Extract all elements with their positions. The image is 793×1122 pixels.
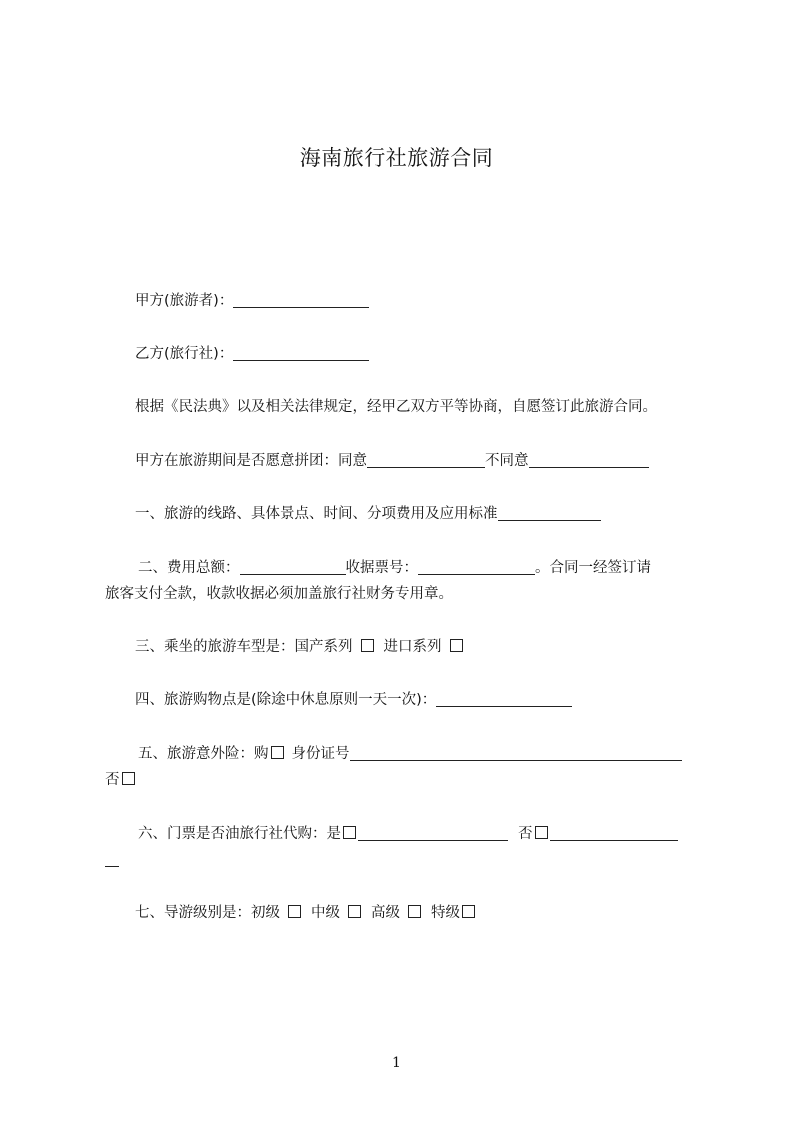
clause-4-blank[interactable] [436, 690, 572, 707]
party-b-line [105, 341, 735, 367]
insurance-no-checkbox[interactable] [122, 772, 135, 785]
guide-level-intermediate: 中级 [311, 905, 340, 921]
ticket-yes-checkbox[interactable] [343, 826, 356, 839]
receipt-number-blank[interactable] [418, 558, 535, 575]
ticket-no-blank[interactable] [550, 824, 678, 841]
group-disagree-blank[interactable] [529, 451, 649, 468]
clause-5 [105, 741, 738, 767]
insurance-no-label: 否 [105, 772, 120, 788]
clause-4 [105, 687, 735, 713]
document-title: 海南旅行社旅游合同 [299, 146, 494, 170]
clause-1-blank[interactable] [498, 504, 601, 521]
senior-checkbox[interactable] [408, 905, 421, 918]
group-disagree-label: 不同意 [485, 453, 529, 469]
clause-2-after: 。合同一经签订请 [535, 560, 651, 576]
party-a-line [105, 288, 735, 314]
clause-7 [105, 900, 735, 926]
clause-6 [105, 821, 738, 847]
clause-1 [105, 501, 735, 527]
clause-2-total-label: 二、费用总额： [138, 560, 240, 576]
ticket-no-blank-continued[interactable] [105, 850, 119, 867]
domestic-checkbox[interactable] [361, 639, 374, 652]
clause-6-line-2 [105, 847, 705, 873]
clause-5-line-2 [105, 767, 705, 793]
intro-paragraph: 根据《民法典》以及相关法律规定，经甲乙双方平等协商，自愿签订此旅游合同。 [135, 399, 657, 415]
party-a-label: 甲方(旅游者)： [135, 293, 234, 309]
clause-3-option-domestic: 国产系列 [294, 639, 353, 655]
clause-3 [105, 634, 735, 660]
clause-1-text: 一、旅游的线路、具体景点、时间、分项费用及应用标准 [135, 506, 498, 522]
page-number: 1 [392, 1055, 401, 1071]
party-a-blank[interactable] [233, 291, 369, 308]
clause-3-option-imported: 进口系列 [383, 639, 442, 655]
clause-4-text: 四、旅游购物点是(除途中休息原则一天一次)： [135, 692, 437, 708]
guide-level-senior: 高级 [371, 905, 400, 921]
guide-level-special: 特级 [431, 905, 460, 921]
guide-level-junior: 初级 [251, 905, 280, 921]
clause-6-label: 六、门票是否油旅行社代购：是 [138, 826, 341, 842]
clause-2 [105, 555, 738, 581]
group-question: 甲方在旅游期间是否愿意拼团： [135, 453, 338, 469]
clause-2-line-2: 旅客支付全款，收款收据必须加盖旅行社财务专用章。 [105, 586, 453, 602]
clause-3-label: 三、乘坐的旅游车型是： [135, 639, 295, 655]
group-agree-label: 同意 [338, 453, 367, 469]
total-amount-blank[interactable] [240, 558, 346, 575]
ticket-yes-blank[interactable] [358, 824, 508, 841]
clause-2-receipt-label: 收据票号： [345, 560, 418, 576]
clause-7-label: 七、导游级别是： [135, 905, 251, 921]
junior-checkbox[interactable] [288, 905, 301, 918]
group-agree-blank[interactable] [367, 451, 485, 468]
group-tour-line [105, 448, 735, 474]
insurance-buy-checkbox[interactable] [271, 746, 284, 759]
imported-checkbox[interactable] [450, 639, 463, 652]
intermediate-checkbox[interactable] [348, 905, 361, 918]
party-b-label: 乙方(旅行社)： [135, 346, 234, 362]
id-number-blank[interactable] [350, 744, 682, 761]
ticket-no-checkbox[interactable] [535, 826, 548, 839]
id-number-label: 身份证号 [291, 746, 350, 762]
ticket-no-label: 否 [518, 826, 533, 842]
party-b-blank[interactable] [233, 344, 369, 361]
clause-5-label: 五、旅游意外险：购 [138, 746, 269, 762]
special-checkbox[interactable] [462, 905, 475, 918]
